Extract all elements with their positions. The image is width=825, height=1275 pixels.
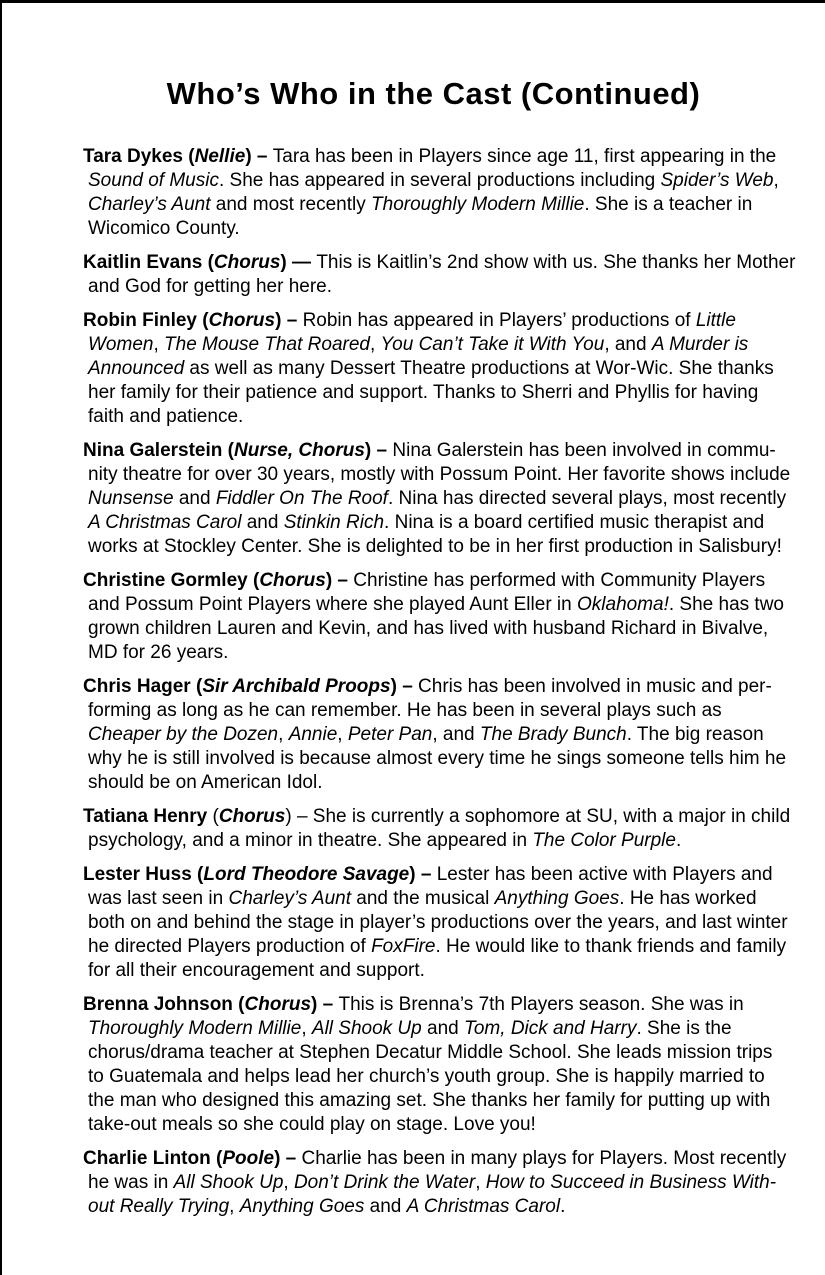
bio-text-segment: , [475,1172,486,1193]
bio-text-segment: . She is the [636,1018,732,1039]
bio-first-line [83,1147,825,1171]
bio-text-segment: This is Kaitlin’s 2nd show with us. She thanks her Mother [316,252,796,273]
bio-text-segment: Anything Goes [494,888,620,909]
bio-text-segment: Nina Galerstein has been involved in commu- [392,440,776,461]
bio-heading-segment: Robin Finley ( [83,310,209,331]
bio-heading-segment: ) – [275,310,303,331]
bio-text-segment: and [241,512,284,533]
bio-text-segment: take-out meals so she could play on stage. Love you! [88,1114,536,1135]
bio-text-segment: both on and behind the stage in player’s productions over the years, and last winter [88,912,788,933]
bio-text-segment: . Nina has directed several plays, most recently [387,488,787,509]
bio-text-segment: FoxFire [371,936,436,957]
bio-text-segment: , [283,1172,294,1193]
bio-text-segment: the man who designed this amazing set. She thanks her family for putting up with [88,1090,771,1111]
bio-text-segment: Don’t Drink the Water [293,1172,476,1193]
bio-line [83,1065,825,1089]
bio-text-segment: as well as many Dessert Theatre productions at Wor-Wic. She thanks [184,358,774,379]
bio-heading-segment: Tatiana Henry [83,806,213,827]
bio-text-segment: Tom, Dick and Harry [464,1018,637,1039]
bio-first-line [83,145,825,169]
bio-line [83,193,825,217]
bio-heading-segment: Poole [222,1148,275,1169]
bio-text-segment: out Really Trying [88,1196,230,1217]
bio-text-segment: was last seen in [88,888,229,909]
bio-first-line [83,675,825,699]
bio-first-line [83,993,825,1017]
bio-line [83,747,825,771]
bio-line [83,771,825,795]
bio-first-line [83,309,825,333]
bio-heading-segment: Christine Gormley ( [83,570,260,591]
cast-bio [83,145,825,241]
bio-heading-segment: Chorus [208,310,276,331]
bio-text-segment: Tara has been in Players since age 11, first appearing in the [272,146,777,167]
bio-heading-segment: Chorus [218,806,286,827]
bio-line [83,959,825,983]
bio-text-segment: Sound of Music [88,170,219,191]
bio-line [83,381,825,405]
bio-text-segment: . She has two [668,594,784,615]
bio-text-segment: . Nina is a board certified music therapist and [384,512,765,533]
bio-text-segment: The Mouse That Roared [164,334,370,355]
bio-text-segment: A Christmas Carol [88,512,242,533]
bio-text-segment: why he is still involved is because almost every time he sings someone tells him he [88,748,787,769]
bio-text-segment: Oklahoma! [577,594,669,615]
bio-line [83,169,825,193]
cast-bio [83,675,825,795]
bio-text-segment: and [173,488,216,509]
bio-text-segment: Charlie has been in many plays for Players. Most recently [301,1148,787,1169]
bio-text-segment: How to Succeed in Business With- [485,1172,777,1193]
bio-heading-segment: ) – [274,1148,302,1169]
bio-line [83,275,825,299]
bio-text-segment: Lester has been active with Players and [436,864,773,885]
bio-heading-segment: Chris Hager ( [83,676,203,697]
bio-text-segment: . [675,830,682,851]
bio-heading-segment: ) — [280,252,317,273]
bio-text-segment: . [560,1196,566,1217]
bio-heading-segment: Sir Archibald Proops [202,676,391,697]
bio-heading-segment: Nurse, Chorus [234,440,365,461]
bio-text-segment: Charley’s Aunt [88,194,211,215]
bio-line [83,723,825,747]
page-content [40,3,825,1219]
bio-text-segment: for all their encouragement and support. [88,960,425,981]
bio-line [83,1195,825,1219]
bio-line [83,1017,825,1041]
bio-heading-segment: ) – [409,864,437,885]
bio-text-segment: Charley’s Aunt [228,888,351,909]
bio-line [83,641,825,665]
bio-text-segment: Nunsense [88,488,174,509]
bio-text-segment: Peter Pan [347,724,433,745]
bio-heading-segment: ) – [364,440,393,461]
bio-text-segment: Anything Goes [239,1196,365,1217]
bio-text-segment: . He has worked [619,888,757,909]
bio-text-segment: MD for 26 years. [88,642,229,663]
bio-text-segment: faith and patience. [88,406,244,427]
bio-heading-segment: Lord Theodore Savage [203,864,410,885]
bio-line [83,887,825,911]
cast-bio [83,251,825,299]
bio-text-segment: This is Brenna’s 7th Players season. She was in [338,994,744,1015]
bio-line [83,699,825,723]
bio-text-segment: he was in [88,1172,174,1193]
bio-heading-segment: Chorus [259,570,326,591]
cast-bios-list [83,145,825,1219]
bio-text-segment: , [337,724,348,745]
bio-heading-segment: Chorus [213,252,281,273]
bio-text-segment: her family for their patience and support. Thanks to Sherri and Phyllis for having [88,382,759,403]
bio-text-segment: psychology, and a minor in theatre. She appeared in [88,830,533,851]
bio-text-segment: works at Stockley Center. She is delighted to be in her first production in Salisbury! [88,536,782,557]
bio-text-segment: , [153,334,165,355]
bio-line [83,829,825,853]
bio-heading-segment: Kaitlin Evans ( [83,252,214,273]
bio-text-segment: and the musical [350,888,495,909]
bio-text-segment: Announced [88,358,185,379]
bio-text-segment: ( [212,806,219,827]
cast-bio [83,439,825,559]
bio-line [83,511,825,535]
bio-line [83,1041,825,1065]
cast-bio [83,569,825,665]
bio-text-segment: and most recently [210,194,372,215]
bio-text-segment: Annie [288,724,338,745]
bio-text-segment: , [773,170,779,191]
bio-line [83,1171,825,1195]
bio-text-segment: grown children Lauren and Kevin, and has lived with husband Richard in Bivalve, [88,618,769,639]
bio-text-segment: . She is a teacher in [584,194,753,215]
bio-text-segment: Cheaper by the Dozen [88,724,279,745]
bio-line [83,405,825,429]
bio-text-segment: Wicomico County. [88,218,240,239]
bio-heading-segment: ) – [245,146,273,167]
bio-text-segment: The Brady Bunch [479,724,627,745]
bio-line [83,1113,825,1137]
bio-line [83,333,825,357]
bio-text-segment: to Guatemala and helps lead her church’s youth group. She is happily married to [88,1066,765,1087]
bio-text-segment: he directed Players production of [88,936,372,957]
bio-text-segment: and God for getting her here. [88,276,332,297]
bio-line [83,1089,825,1113]
bio-first-line [83,569,825,593]
bio-text-segment: . She has appeared in several productions including [218,170,661,191]
cast-bio [83,309,825,429]
bio-text-segment: . The big reason [626,724,764,745]
bio-text-segment: Chris has been involved in music and per- [418,676,772,697]
bio-text-segment: Little [695,310,736,331]
bio-text-segment: forming as long as he can remember. He has been in several plays such as [88,700,722,721]
bio-line [83,593,825,617]
bio-text-segment: chorus/drama teacher at Stephen Decatur Middle School. She leads mission trips [88,1042,773,1063]
page-title: Who’s Who in the Cast (Continued) [166,76,701,111]
bio-text-segment: All Shook Up [173,1172,284,1193]
bio-text-segment: Spider’s Web [660,170,774,191]
bio-text-segment: should be on American Idol. [88,772,323,793]
bio-text-segment: Thoroughly Modern Millie [88,1018,302,1039]
bio-heading-segment: ) – [390,676,419,697]
bio-text-segment: , [229,1196,240,1217]
bio-heading-segment: Lester Huss ( [83,864,204,885]
bio-line [83,463,825,487]
bio-text-segment: ) – She is currently a sophomore at SU, with a major in child [285,806,791,827]
bio-line [83,617,825,641]
bio-first-line [83,805,825,829]
bio-heading-segment: Brenna Johnson ( [83,994,245,1015]
bio-text-segment: Thoroughly Modern Millie [371,194,585,215]
cast-bio [83,863,825,983]
bio-text-segment: Fiddler On The Roof [215,488,388,509]
cast-bio [83,805,825,853]
bio-heading-segment: Chorus [244,994,312,1015]
bio-text-segment: The Color Purple [532,830,676,851]
bio-line [83,487,825,511]
bio-text-segment: , [369,334,381,355]
bio-text-segment: A Christmas Carol [406,1196,561,1217]
bio-line [83,535,825,559]
bio-text-segment: , [278,724,289,745]
bio-text-segment: You Can’t Take it With You [380,334,605,355]
bio-text-segment: Robin has appeared in Players’ productions of [302,310,696,331]
bio-line [83,217,825,241]
bio-text-segment: , and [604,334,652,355]
bio-first-line [83,251,825,275]
bio-line [83,357,825,381]
bio-first-line [83,863,825,887]
bio-text-segment: and [364,1196,407,1217]
bio-text-segment: A Murder is [651,334,749,355]
cast-bio [83,993,825,1137]
bio-first-line [83,439,825,463]
bio-text-segment: nity theatre for over 30 years, mostly with Possum Point. Her favorite shows include [88,464,791,485]
bio-heading-segment: ) – [311,994,339,1015]
bio-text-segment: . He would like to thank friends and family [435,936,787,957]
bio-heading-segment: Nina Galerstein ( [83,440,234,461]
bio-text-segment: Christine has performed with Community Players [353,570,766,591]
bio-text-segment: Stinkin Rich [283,512,385,533]
bio-text-segment: and [421,1018,464,1039]
bio-text-segment: All Shook Up [311,1018,422,1039]
cast-bio [83,1147,825,1219]
bio-heading-segment: Nellie [194,146,246,167]
bio-line [83,911,825,935]
bio-text-segment: , [301,1018,312,1039]
bio-heading-segment: Tara Dykes ( [83,146,195,167]
bio-heading-segment: Charlie Linton ( [83,1148,223,1169]
bio-text-segment: Women [88,334,154,355]
bio-heading-segment: ) – [325,570,354,591]
bio-line [83,935,825,959]
bio-text-segment: , and [432,724,480,745]
bio-text-segment: and Possum Point Players where she played Aunt Eller in [88,594,577,615]
